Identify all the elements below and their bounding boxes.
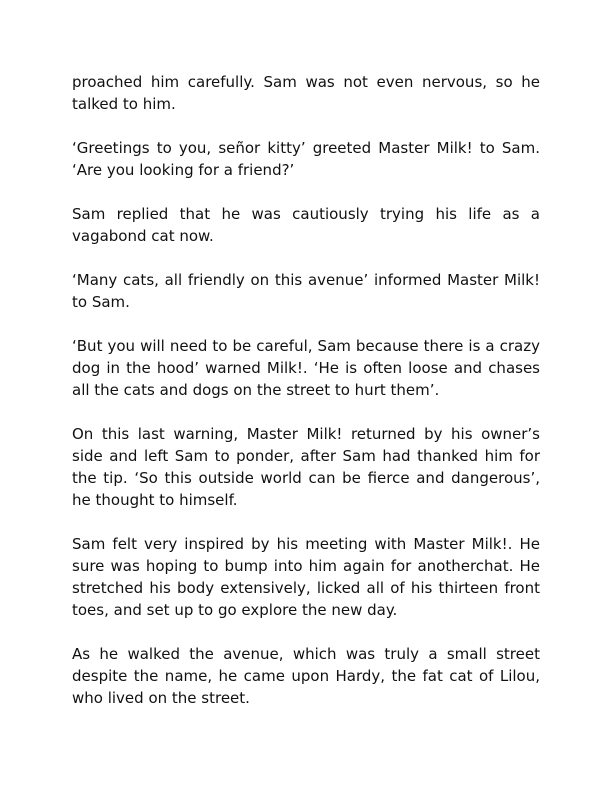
paragraph: ‘Many cats, all friendly on this avenue’ informed Master Milk! to Sam. — [72, 271, 540, 311]
paragraph: Sam replied that he was cautiously trying his life as a vagabond cat now. — [72, 205, 540, 245]
page-body — [72, 71, 540, 709]
paragraph: On this last warning, Master Milk! returned by his owner’s side and left Sam to ponder, after Sam had thanked him for the tip. ‘So this outside world can be fierce and dangerous’, he thought to himself. — [72, 425, 540, 509]
paragraph: ‘Greetings to you, señor kitty’ greeted Master Milk! to Sam. ‘Are you looking for a friend?’ — [72, 139, 540, 179]
paragraph: As he walked the avenue, which was truly a small street despite the name, he came upon Hardy, the fat cat of Lilou, who lived on the street. — [72, 645, 540, 707]
paragraph: ‘But you will need to be careful, Sam because there is a crazy dog in the hood’ warned Milk!. ‘He is often loose and chases all the cats and dogs on the street to hurt them’. — [72, 337, 540, 399]
paragraph: Sam felt very inspired by his meeting with Master Milk!. He sure was hoping to bump into him again for anotherchat. He stretched his body extensively, licked all of his thirteen front toes, and set up to go explore the new day. — [72, 535, 540, 619]
paragraph: proached him carefully. Sam was not even nervous, so he talked to him. — [72, 73, 540, 113]
